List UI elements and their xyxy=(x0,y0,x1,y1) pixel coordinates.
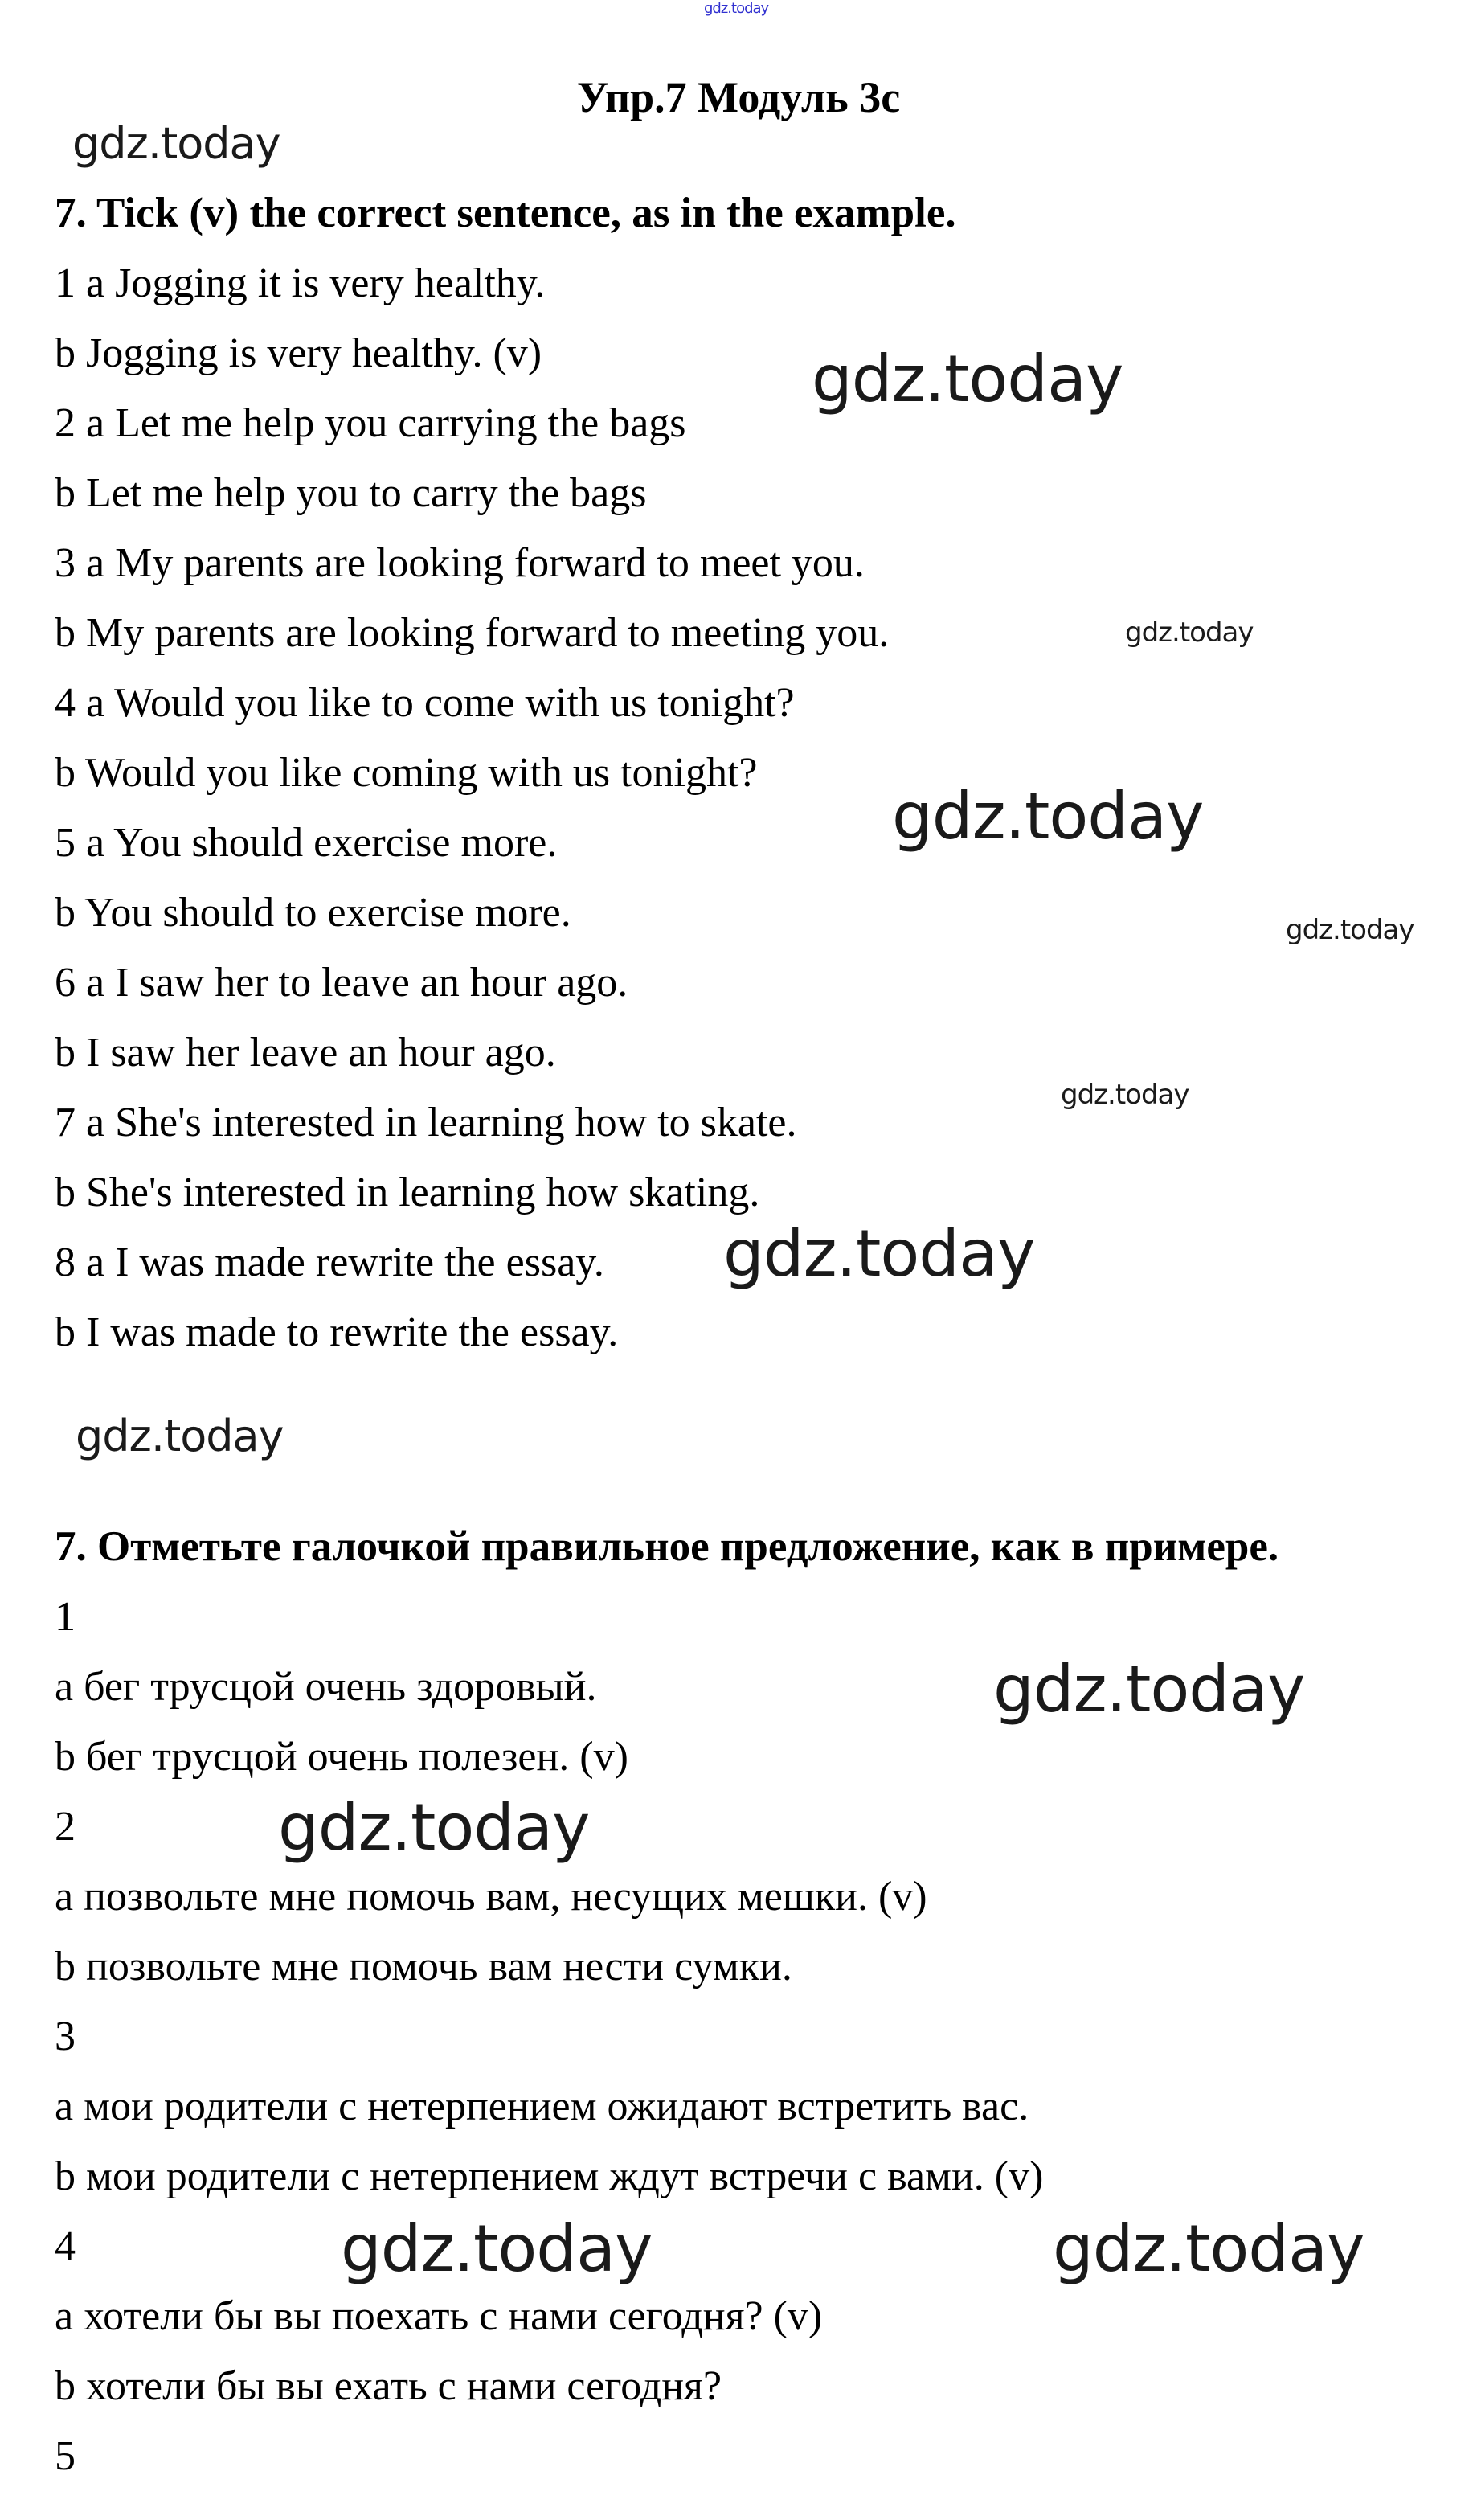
translation-line: b бег трусцой очень полезен. (v) xyxy=(55,1734,628,1780)
translation-line: a бег трусцой очень здоровый. xyxy=(55,1664,597,1710)
russian-heading: 7. Отметьте галочкой правильное предложение, как в примере. xyxy=(55,1523,1279,1570)
translation-line: a позвольте мне помочь вам, несущих мешки. (v) xyxy=(55,1874,927,1920)
translation-line: b хотели бы вы ехать с нами сегодня? xyxy=(55,2363,722,2409)
page-title: Упр.7 Модуль 3с xyxy=(576,73,901,121)
watermark: gdz.today xyxy=(278,1790,590,1865)
watermark-top: gdz.today xyxy=(704,0,769,17)
watermark: gdz.today xyxy=(341,2211,653,2286)
sentence-line: 3 a My parents are looking forward to meet you. xyxy=(55,540,865,586)
watermark: gdz.today xyxy=(1125,617,1254,649)
watermark: gdz.today xyxy=(892,779,1204,854)
watermark: gdz.today xyxy=(993,1652,1305,1727)
translation-line: 1 xyxy=(55,1594,76,1640)
sentence-line: 5 a You should exercise more. xyxy=(55,820,558,866)
sentence-line: b I saw her leave an hour ago. xyxy=(55,1030,556,1076)
watermark: gdz.today xyxy=(812,342,1123,416)
sentence-line: b Let me help you to carry the bags xyxy=(55,470,647,516)
translation-line: b мои родители с нетерпением ждут встречи с вами. (v) xyxy=(55,2153,1044,2199)
sentence-line: b My parents are looking forward to meeting you. xyxy=(55,610,890,656)
watermark: gdz.today xyxy=(723,1216,1035,1291)
sentence-line: 8 a I was made rewrite the essay. xyxy=(55,1240,604,1285)
sentence-line: 4 a Would you like to come with us tonight? xyxy=(55,680,795,726)
translation-line: 4 xyxy=(55,2223,76,2269)
watermark: gdz.today xyxy=(1286,914,1414,946)
sentence-line: 1 a Jogging it is very healthy. xyxy=(55,260,546,306)
sentence-line: b I was made to rewrite the essay. xyxy=(55,1309,619,1355)
english-heading: 7. Tick (v) the correct sentence, as in the example. xyxy=(55,190,956,236)
sentence-line: 6 a I saw her to leave an hour ago. xyxy=(55,960,628,1006)
sentence-line: b You should to exercise more. xyxy=(55,890,571,936)
watermark: gdz.today xyxy=(76,1411,284,1461)
translation-line: b позвольте мне помочь вам нести сумки. xyxy=(55,1944,792,1989)
watermark: gdz.today xyxy=(72,118,280,169)
sentence-line: b Would you like coming with us tonight? xyxy=(55,750,758,796)
watermark: gdz.today xyxy=(1053,2211,1364,2286)
translation-line: a мои родители с нетерпением ожидают встретить вас. xyxy=(55,2084,1029,2129)
translation-line: 3 xyxy=(55,2014,76,2059)
translation-line: 5 xyxy=(55,2433,76,2479)
watermark: gdz.today xyxy=(1061,1079,1189,1111)
translation-line: 2 xyxy=(55,1804,76,1850)
sentence-line: 7 a She's interested in learning how to skate. xyxy=(55,1100,797,1145)
translation-line: a хотели бы вы поехать с нами сегодня? (v) xyxy=(55,2293,823,2339)
sentence-line: b She's interested in learning how skating. xyxy=(55,1170,760,1215)
sentence-line: 2 a Let me help you carrying the bags xyxy=(55,400,686,446)
sentence-line: b Jogging is very healthy. (v) xyxy=(55,330,542,376)
